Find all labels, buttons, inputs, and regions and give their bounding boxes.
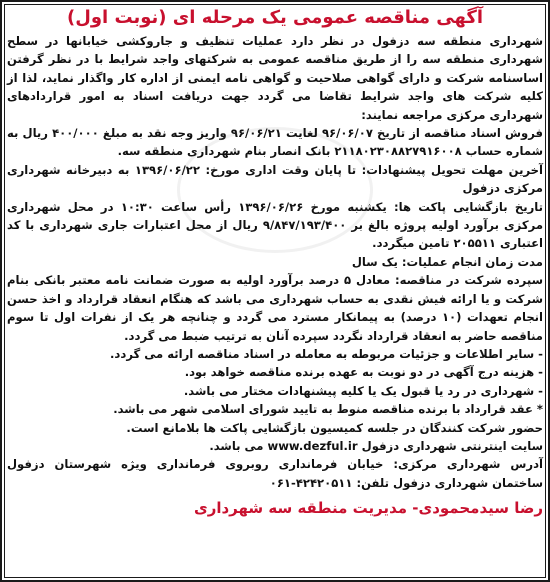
notice-title: آگهی مناقصه عمومی یک مرحله ای (نوبت اول) [66,7,483,28]
document-sale-paragraph: فروش اسناد مناقصه از تاریخ ۹۶/۰۶/۰۷ لغایت ۹۶/۰۶/۲۱ واریز وجه نقد به مبلغ ۴۰۰/۰۰۰ ریال به شماره حساب ۲۱۱۸۰۲۳۰۸۸۲۷۹۱۶۰۰۸ بانک انصار بنام شهرداری منطقه سه. [7,126,543,159]
website-link[interactable]: www.dezful.ir [267,438,358,453]
website-suffix: می باشد. [209,438,264,453]
deposit-paragraph: سپرده شرکت در مناقصه: معادل ۵ درصد برآورد اولیه به صورت ضمانت نامه معتبر بانکی بنام شرکت و یا ارائه فیش نقدی به حساب شهرداری می باشد که هنگام انعقاد قرارداد و اخذ حسن انجام تعهدات (۱۰ درصد) به پیمانکار مسترد می گردد و چنانچه هر یک از نفرات اول تا سوم مناقصه حاضر به انعقاد قرارداد نگردد سپرده آنان به ترتیب ضبط می گردد. [7,273,543,343]
attendance-line: حضور شرکت کنندگان در جلسه کمیسیون بازگشایی پاکت ها بلامانع است. [126,420,543,435]
other-info-line: - سایر اطلاعات و جزئیات مربوطه به معامله در اسناد مناقصه ارائه می گردد. [110,346,543,361]
ad-cost-line: - هزینه درج آگهی در دو نوبت به عهده برنده مناقصه خواهد بود. [184,365,543,380]
website-line [7,437,543,455]
duration-paragraph: مدت زمان انجام عملیات: یک سال [351,254,543,269]
website-prefix: سایت اینترنتی شهرداری دزفول [361,438,543,453]
notice-body [7,32,543,492]
signature: رضا سیدمحمودی- مدیریت منطقه سه شهرداری [193,499,543,518]
opening-date-paragraph: تاریخ بازگشایی پاکت ها: یکشنبه مورخ ۱۳۹۶/۰۶/۲۶ رأس ساعت ۱۰:۳۰ در محل شهرداری مرکزی برآورد اولیه پروژه بالغ بر ۹/۸۴۷/۱۹۳/۴۰۰ ریال از محل اعتبارات جاری شهرداری با کد اعتباری ۲۰۵۵۱۱ تامین میگردد. [7,199,544,251]
intro-paragraph: شهرداری منطقه سه دزفول در نظر دارد عملیات تنظیف و جاروکشی خیابانها در سطح شهرداری منطقه سه را از طریق مناقصه عمومی به شرکتهای واجد شرایط با در نظر گرفتن اساسنامه شرکت و دارای گواهی صلاحیت و گواهی نامه ایمنی از اداره کار واگذار نماید، لذا از کلیه شرکت های واجد شرایط تقاضا می گردد جهت دریافت اسناد به امور قراردادهای شهرداری مرکزی مراجعه نمایند: [7,34,543,122]
deadline-paragraph: آخرین مهلت تحویل پیشنهادات: تا پایان وقت اداری مورخ: ۱۳۹۶/۰۶/۲۲ به دبیرخانه شهرداری مرکزی دزفول [7,162,544,196]
address-paragraph: آدرس شهرداری مرکزی: خیابان فرمانداری روبروی فرمانداری ویژه شهرستان دزفول ساختمان شهرداری دزفول تلفن: ۴۲۴۲۰۵۱۱-۰۶۱ [7,457,543,490]
acceptance-line: - شهرداری در رد یا قبول یک یا کلیه پیشنهادات مختار می باشد. [183,383,543,398]
contract-approval-line: * عقد قرارداد با برنده مناقصه منوط به تایید شورای اسلامی شهر می باشد. [113,402,543,417]
